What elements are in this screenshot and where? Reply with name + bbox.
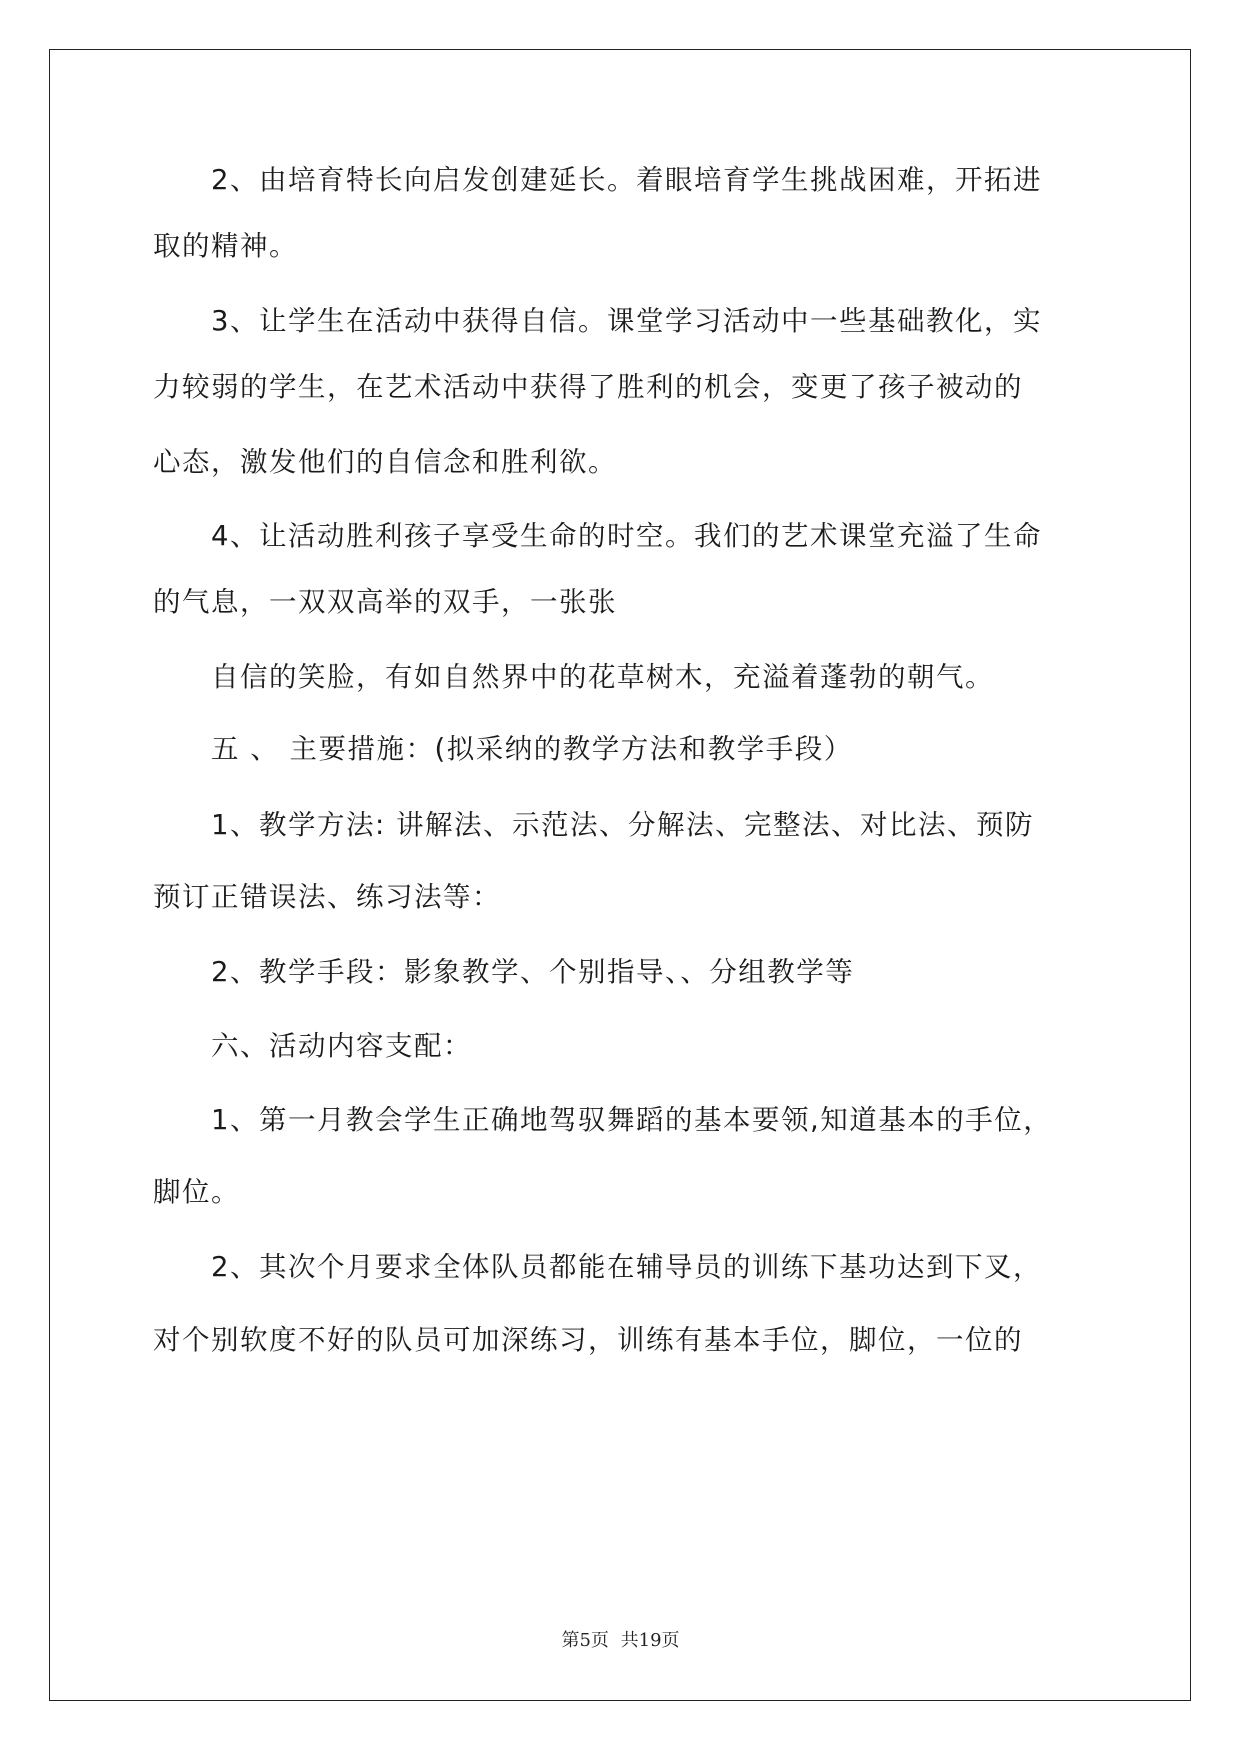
paragraph-line: 4、让活动胜利孩子享受生命的时空。我们的艺术课堂充溢了生命 (211, 520, 1042, 552)
paragraph-line: 取的精神。 (153, 230, 298, 262)
paragraph-line: 预订正错误法、练习法等： (153, 881, 501, 913)
page-total: 共19页 (620, 1630, 680, 1651)
page-number: 第5页 (561, 1630, 609, 1651)
paragraph-line: 脚位。 (153, 1176, 240, 1208)
section-heading: 五 、 主要措施：(拟采纳的教学方法和教学手段） (211, 733, 853, 765)
paragraph-line: 力较弱的学生，在艺术活动中获得了胜利的机会，变更了孩子被动的 (153, 371, 1023, 403)
page-footer (0, 1626, 1241, 1652)
paragraph-line: 2、由培育特长向启发创建延长。着眼培育学生挑战困难，开拓进 (211, 164, 1042, 196)
paragraph-line: 2、其次个月要求全体队员都能在辅导员的训练下基功达到下叉， (211, 1251, 1042, 1283)
paragraph-line: 心态，激发他们的自信念和胜利欲。 (153, 446, 617, 478)
section-heading: 六、活动内容支配： (211, 1030, 472, 1062)
paragraph-line: 2、教学手段：影象教学、个别指导、、分组教学等 (211, 956, 855, 988)
page-border (49, 49, 1191, 1701)
paragraph-line: 3、让学生在活动中获得自信。课堂学习活动中一些基础教化，实 (211, 305, 1042, 337)
paragraph-line: 的气息，一双双高举的双手，一张张 (153, 586, 617, 618)
paragraph-line: 对个别软度不好的队员可加深练习，训练有基本手位，脚位，一位的 (153, 1324, 1023, 1356)
paragraph-line: 自信的笑脸，有如自然界中的花草树木，充溢着蓬勃的朝气。 (211, 661, 994, 693)
paragraph-line: 1、教学方法: 讲解法、示范法、分解法、完整法、对比法、预防 (211, 809, 1035, 841)
paragraph-line: 1、第一月教会学生正确地驾驭舞蹈的基本要领,知道基本的手位， (211, 1104, 1053, 1136)
